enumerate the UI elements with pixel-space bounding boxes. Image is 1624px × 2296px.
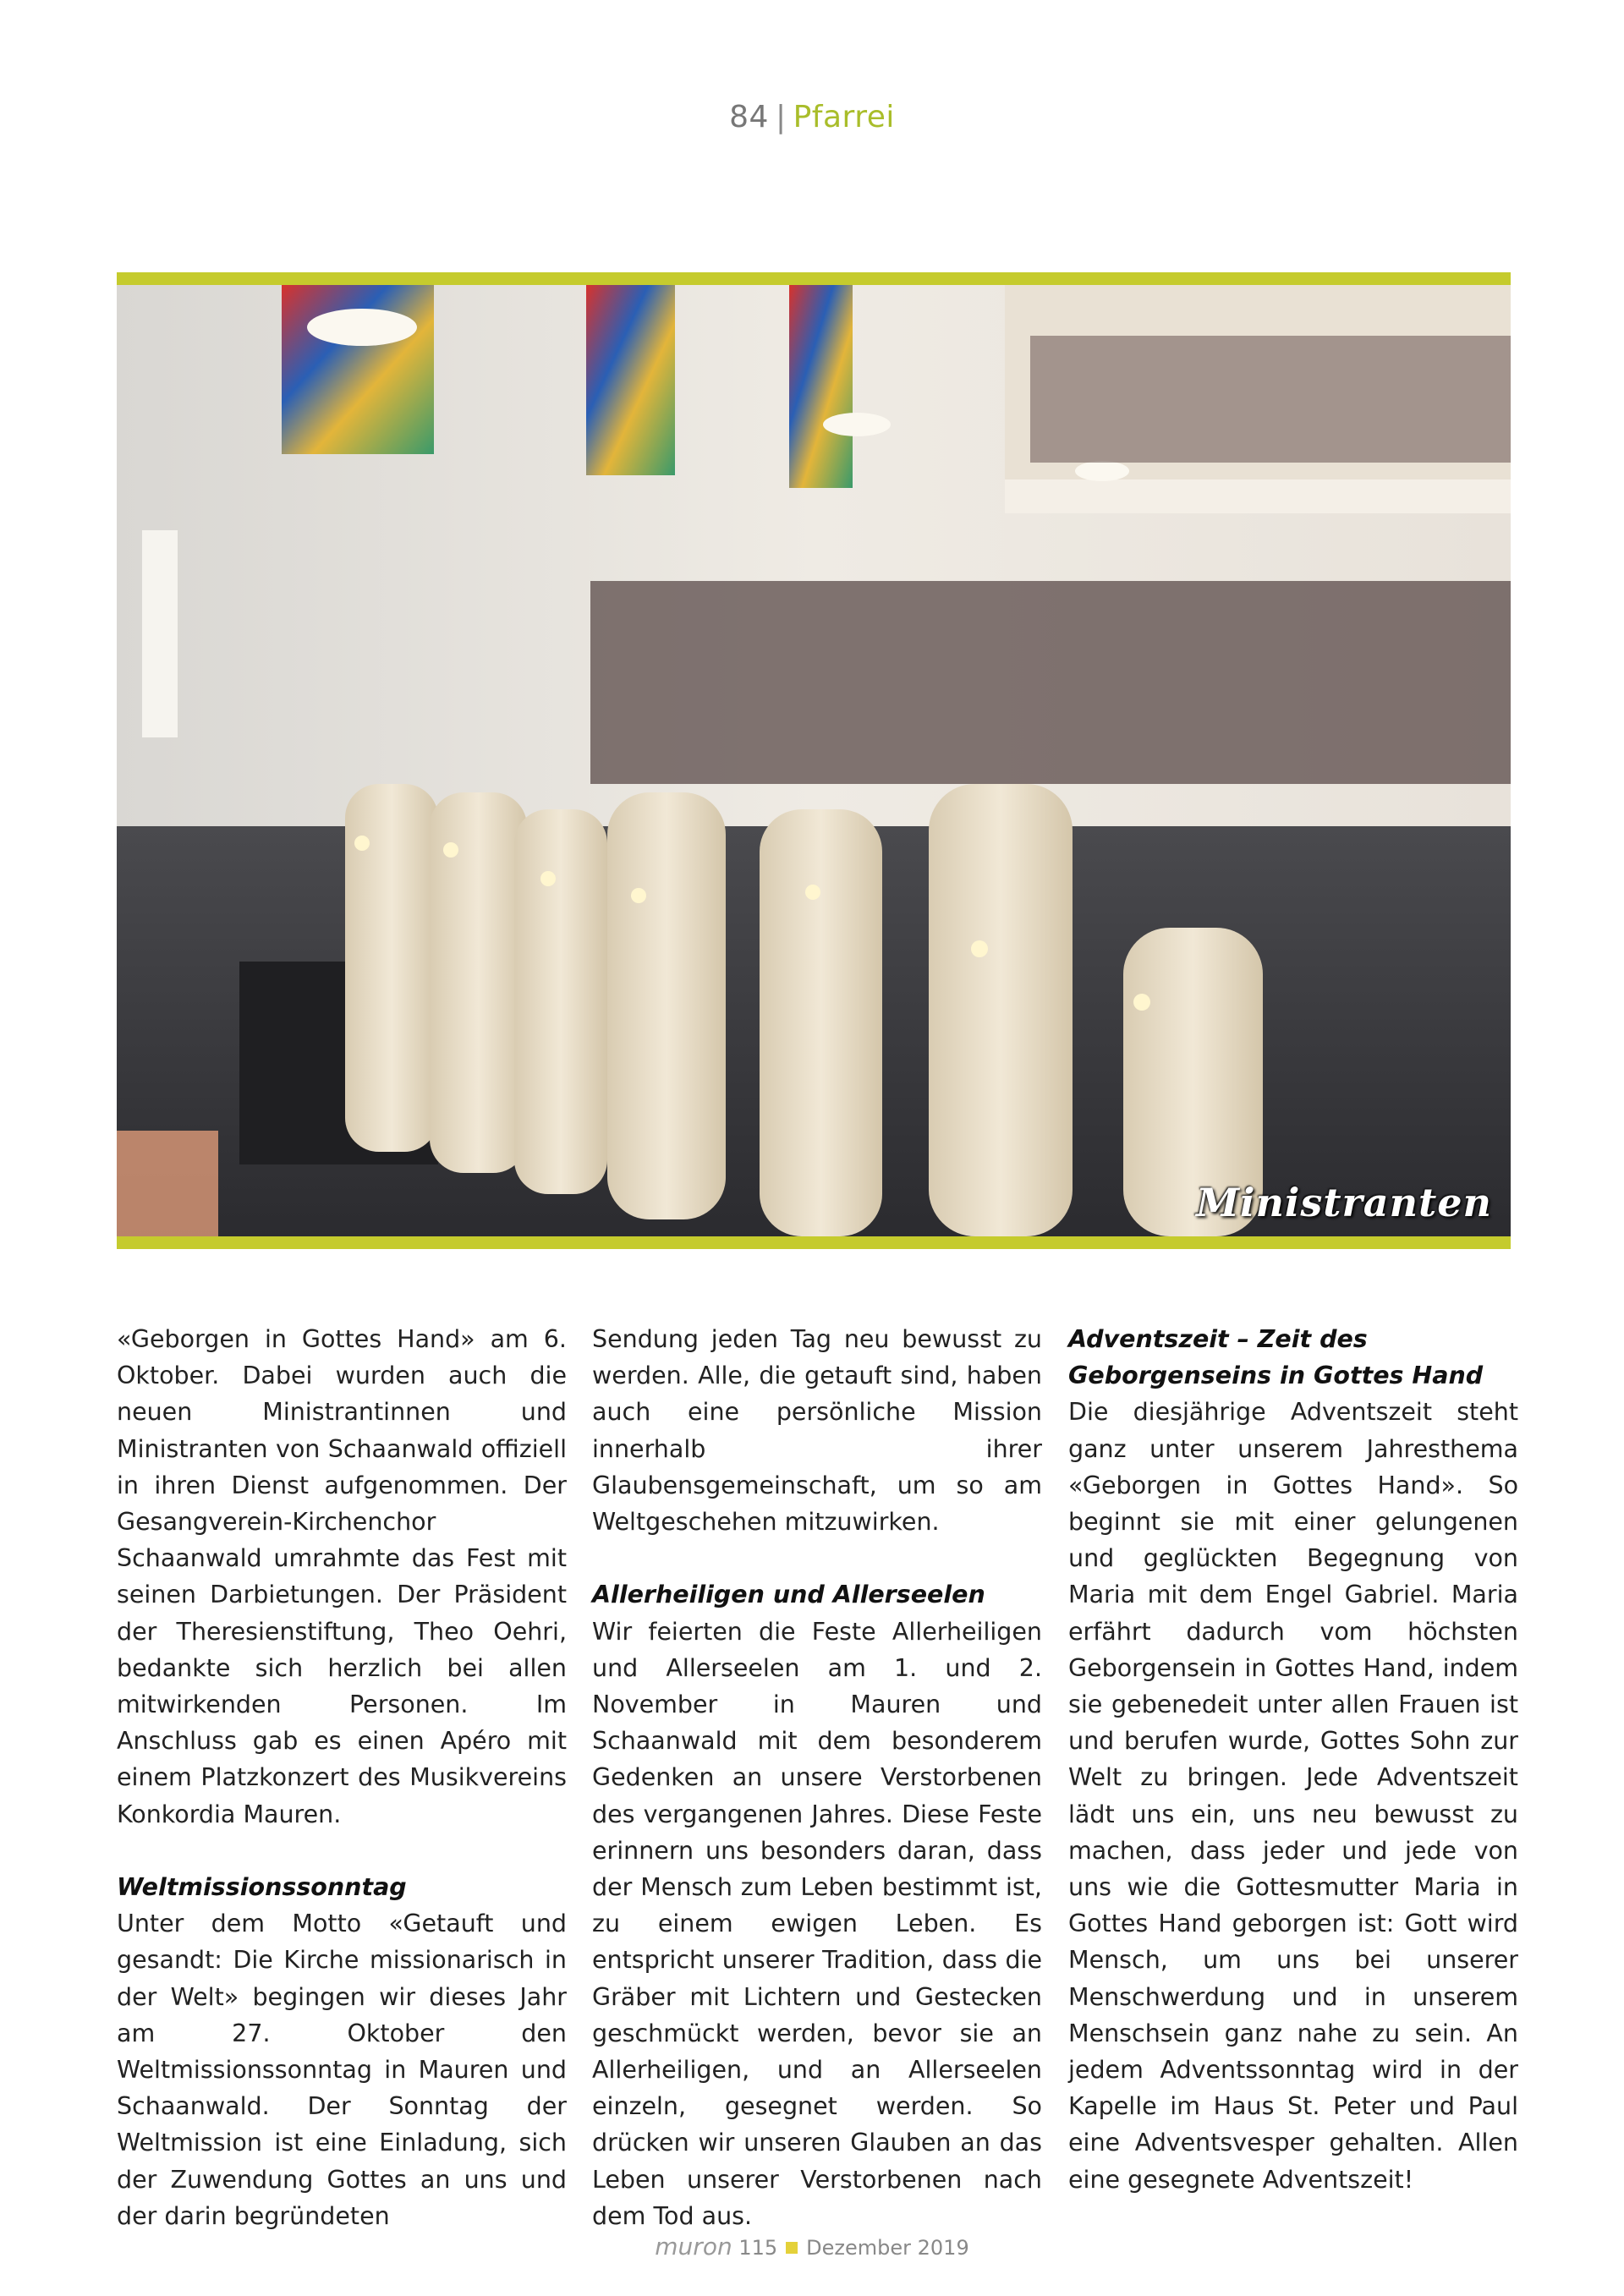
candle-light bbox=[540, 871, 556, 886]
paragraph: Sendung jeden Tag neu bewusst zu werden. Alle, die getauft sind, haben auch eine persönliche Mission innerhalb ihrer Glaubensgemeinschaft, um so am Weltgeschehen mitzuwirken. bbox=[592, 1325, 1042, 1537]
magazine-brand: muron bbox=[655, 2233, 732, 2260]
text-column-2 bbox=[592, 1321, 1042, 2234]
altar-servers-photo bbox=[117, 285, 1511, 1236]
header-separator: | bbox=[775, 100, 787, 134]
candle-light bbox=[443, 842, 458, 858]
issue-number: 115 bbox=[738, 2236, 778, 2260]
congregation bbox=[590, 581, 1511, 784]
page-number: 84 bbox=[729, 100, 769, 134]
photo-frame bbox=[117, 272, 1511, 1249]
candle-light bbox=[1133, 994, 1150, 1011]
ceiling-lamp bbox=[823, 413, 891, 436]
altar-server-robe bbox=[607, 792, 726, 1219]
ceiling-lamp bbox=[307, 309, 417, 346]
section-heading: Weltmissionssonntag bbox=[117, 1873, 407, 1902]
photo-caption: Ministranten bbox=[1196, 1180, 1492, 1225]
stained-glass-window bbox=[586, 285, 675, 475]
paragraph: Die diesjährige Adventszeit steht ganz unter unserem Jahresthema «Geborgen in Gottes Hand». So beginnt sie mit einer gelungenen und geglückten Begegnung von Maria mit dem Engel Gabriel. Maria erfährt dadurch vom höchsten Geborgensein in Gottes Hand, indem sie gebenedeit unter allen Frauen ist und berufen wurde, Gottes Sohn zur Welt zu bringen. Jede Adventszeit lädt uns ein, uns neu bewusst zu machen, dass jeder und jede von uns wie die Gottesmutter Maria in Gottes Hand geborgen ist: Gott wird Mensch, um uns bei unserer Menschwerdung und in unserem Menschsein ganz nahe zu sein. An jedem Adventssonntag wird in der Kapelle im Haus St. Peter und Paul eine Adventsvesper gehalten. Allen eine gesegnete Adventszeit! bbox=[1068, 1398, 1518, 2194]
section-heading: Allerheiligen und Allerseelen bbox=[592, 1581, 985, 1609]
candle-light bbox=[971, 940, 988, 957]
photo-balcony-edge bbox=[1005, 479, 1511, 513]
altar-server-robe bbox=[760, 809, 882, 1236]
paragraph: Unter dem Motto «Getauft und gesandt: Die Kirche missionarisch in der Welt» begingen wir dieses Jahr am 27. Oktober den Weltmissionssonntag in Mauren und Schaanwald. Der Sonntag der Weltmission ist eine Einladung, sich der Zuwendung Gottes an uns und der darin begründeten bbox=[117, 1910, 567, 2230]
altar-server-robe bbox=[929, 784, 1073, 1236]
candle-light bbox=[805, 885, 820, 900]
candle-light bbox=[354, 836, 370, 851]
section-heading: Adventszeit – Zeit des Geborgenseins in Gottes Hand bbox=[1068, 1325, 1484, 1390]
page-header bbox=[0, 100, 1624, 134]
candle-light bbox=[631, 888, 646, 903]
footer-square-icon bbox=[786, 2242, 798, 2254]
text-column-3 bbox=[1068, 1321, 1518, 2198]
paragraph: «Geborgen in Gottes Hand» am 6. Oktober. Dabei wurden auch die neuen Ministrantinnen und Ministranten von Schaanwald offiziell in ihren Dienst aufgenommen. Der Gesangverein-Kirchenchor Schaanwald umrahmte das Fest mit seinen Darbietungen. Der Präsident der Theresienstiftung, Theo Oehri, bedankte sich herzlich bei allen mitwirkenden Personen. Im Anschluss gab es einen Apéro mit einem Platzkonzert des Musikvereins Konkordia Mauren. bbox=[117, 1325, 567, 1828]
congregation-balcony bbox=[1030, 336, 1511, 463]
flower-arrangement bbox=[117, 1131, 218, 1236]
section-title: Pfarrei bbox=[793, 100, 895, 134]
stained-glass-window bbox=[789, 285, 853, 488]
text-column-1 bbox=[117, 1321, 567, 2234]
page-footer bbox=[0, 2233, 1624, 2260]
paragraph: Wir feierten die Feste Allerheiligen und Allerseelen am 1. und 2. November in Mauren und Schaanwald mit dem besonderem Gedenken an unsere Verstorbenen des vergangenen Jahres. Diese Feste erinnern uns besonders daran, dass der Mensch zum Leben bestimmt ist, zu einem ewigen Leben. Es entspricht unserer Tradition, dass die Gräber mit Lichtern und Gestecken geschmückt werden, bevor sie an Allerheiligen, und an Allerseelen einzeln, gesegnet werden. So drücken wir unseren Glauben an das Leben unserer Verstorbenen nach dem Tod aus. bbox=[592, 1617, 1042, 2230]
wall-panel bbox=[142, 530, 178, 737]
ceiling-lamp bbox=[1075, 461, 1129, 481]
altar-server-robe bbox=[514, 809, 607, 1194]
issue-date: Dezember 2019 bbox=[806, 2236, 969, 2260]
